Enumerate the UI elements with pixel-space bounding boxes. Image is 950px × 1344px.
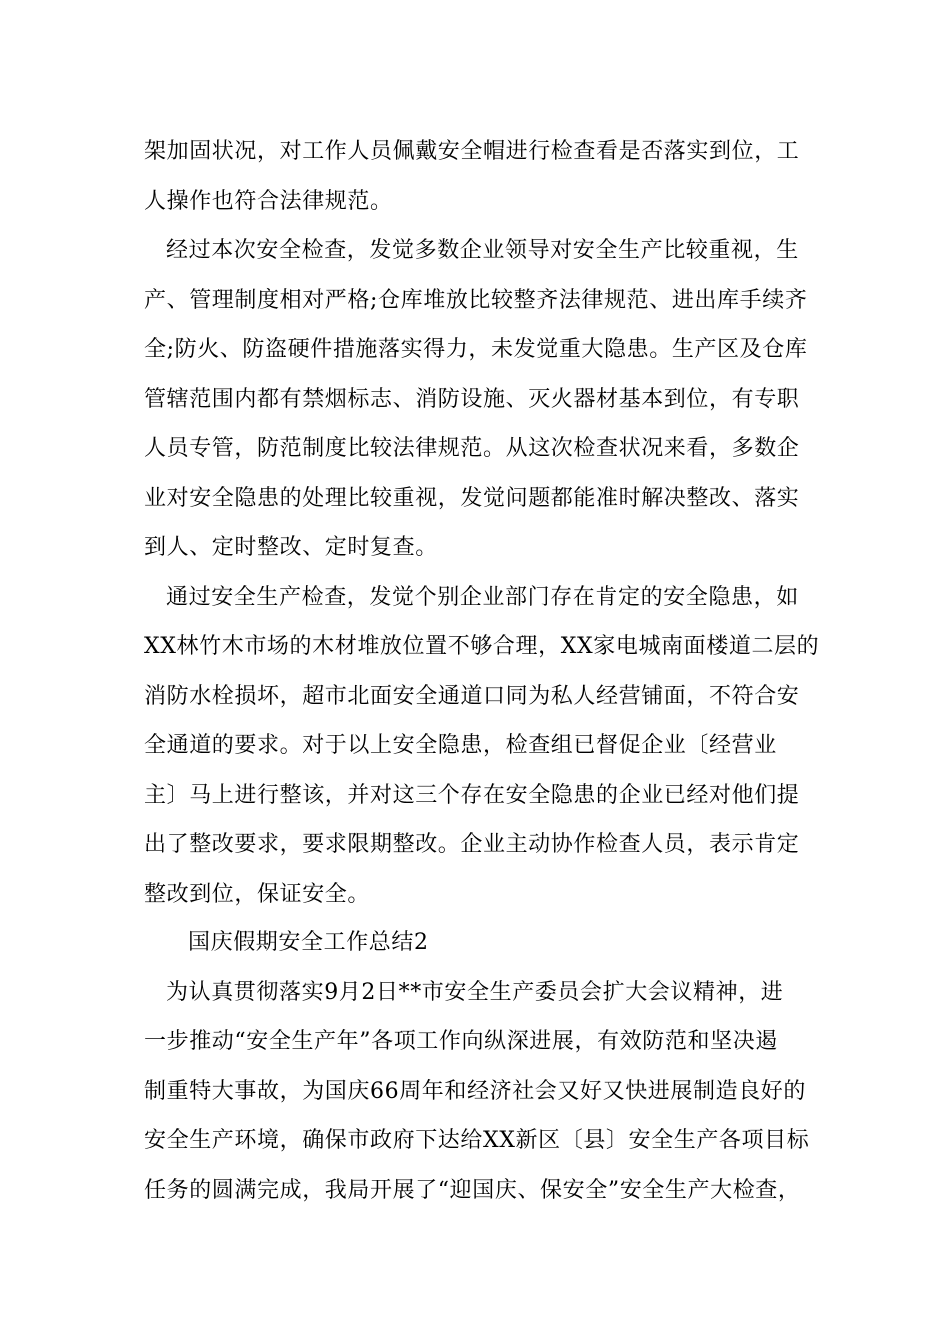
- paragraph-start-line: 经过本次安全检查，发觉多数企业领导对安全生产比较重视，生: [166, 238, 799, 263]
- text-line: 架加固状况，对工作人员佩戴安全帽进行检查看是否落实到位，工: [144, 139, 800, 164]
- text-line: 消防水栓损坏，超市北面安全通道口同为私人经营铺面，不符合安: [144, 684, 800, 709]
- paragraph-start-line: 为认真贯彻落实9月2日**市安全生产委员会扩大会议精神，进: [166, 980, 784, 1005]
- text-line: 人操作也符合法律规范。: [144, 189, 393, 214]
- text-line: 制重特大事故，为国庆66周年和经济社会又好又快进展制造良好的: [144, 1079, 806, 1104]
- text-line: 业对安全隐患的处理比较重视，发觉问题都能准时解决整改、落实: [144, 486, 800, 511]
- text-line: 全通道的要求。对于以上安全隐患，检查组已督促企业〔经营业: [144, 733, 777, 758]
- text-line: 出了整改要求，要求限期整改。企业主动协作检查人员，表示肯定: [144, 832, 800, 857]
- text-line: XX林竹木市场的木材堆放位置不够合理，XX家电城南面楼道二层的: [144, 634, 820, 659]
- text-line: 全;防火、防盗硬件措施落实得力，未发觉重大隐患。生产区及仓库: [144, 337, 808, 362]
- text-line: 到人、定时整改、定时复查。: [144, 535, 438, 560]
- section-heading: 国庆假期安全工作总结2: [188, 930, 429, 955]
- text-line: 整改到位，保证安全。: [144, 882, 371, 907]
- text-line: 主〕马上进行整该，并对这三个存在安全隐患的企业已经对他们提: [144, 783, 800, 808]
- text-line: 管辖范围内都有禁烟标志、消防设施、灭火器材基本到位，有专职: [144, 387, 800, 412]
- text-line: 任务的圆满完成，我局开展了“迎国庆、保安全”安全生产大检查，: [144, 1178, 801, 1203]
- text-line: 一步推动“安全生产年”各项工作向纵深进展，有效防范和坚决遏: [144, 1029, 778, 1054]
- text-line: 产、管理制度相对严格;仓库堆放比较整齐法律规范、进出库手续齐: [144, 288, 808, 313]
- paragraph-start-line: 通过安全生产检查，发觉个别企业部门存在肯定的安全隐患，如: [166, 585, 799, 610]
- text-line: 安全生产环境，确保市政府下达给XX新区〔县〕安全生产各项目标: [144, 1128, 810, 1153]
- text-line: 人员专管，防范制度比较法律规范。从这次检查状况来看，多数企: [144, 436, 800, 461]
